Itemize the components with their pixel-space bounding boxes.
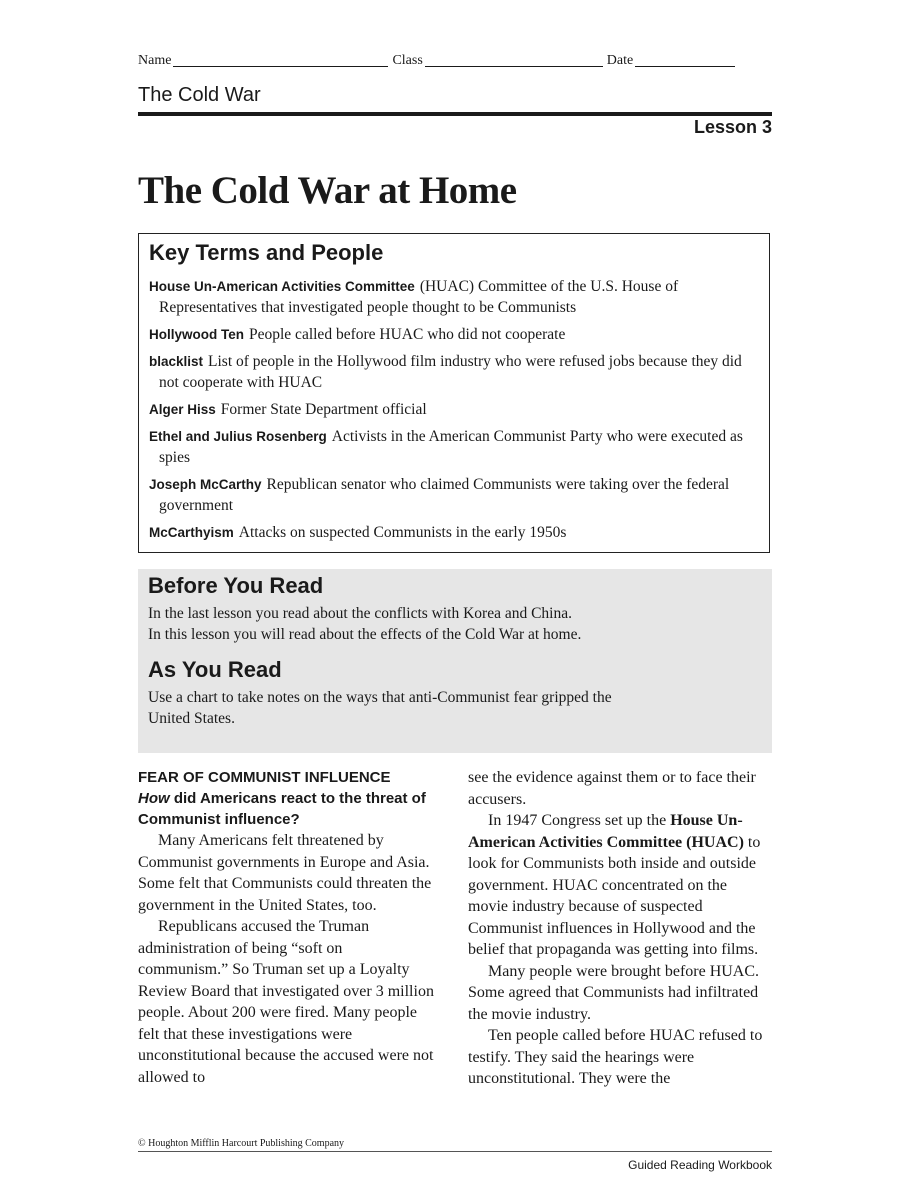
copyright: © Houghton Mifflin Harcourt Publishing Company bbox=[138, 1138, 345, 1149]
term-name: Ethel and Julius Rosenberg bbox=[149, 429, 327, 444]
paragraph: Many people were brought before HUAC. Some agreed that Communists had infiltrated the movie industry. bbox=[468, 962, 760, 1023]
before-you-read-heading: Before You Read bbox=[148, 573, 324, 598]
term-definition: Attacks on suspected Communists in the early 1950s bbox=[238, 524, 567, 541]
as-you-read-text: Use a chart to take notes on the ways that anti-Communist fear gripped the United States. bbox=[148, 689, 612, 727]
key-terms-box bbox=[138, 233, 770, 553]
reading-guide-box bbox=[138, 569, 772, 753]
key-terms-heading: Key Terms and People bbox=[149, 240, 384, 265]
header-rule bbox=[138, 112, 772, 116]
key-term bbox=[149, 399, 759, 420]
footer-rule bbox=[138, 1151, 772, 1152]
section-heading: FEAR OF COMMUNIST INFLUENCE bbox=[138, 769, 391, 786]
text-run: to look for Communists both inside and outside government. HUAC concentrated on the movie industry because of suspected Communist influences in Hollywood and the belief that propaganda was getting into films. bbox=[468, 833, 761, 958]
lesson-number: Lesson 3 bbox=[693, 117, 772, 137]
class-blank[interactable] bbox=[425, 52, 603, 67]
term-name: Alger Hiss bbox=[149, 402, 216, 417]
term-definition: Republican senator who claimed Communists were taking over the federal government bbox=[159, 476, 730, 514]
term-name: Hollywood Ten bbox=[149, 327, 244, 342]
date-blank[interactable] bbox=[635, 52, 735, 67]
paragraph: Republicans accused the Truman administration of being “soft on communism.” So Truman set up a Loyalty Review Board that investigated over 3 million people. About 200 were fired. Many people felt that these investigations were unconstitutional because the accused were not allowed to bbox=[138, 918, 434, 1086]
term-definition: People called before HUAC who did not cooperate bbox=[249, 326, 566, 343]
name-class-date-line bbox=[138, 52, 770, 69]
before-you-read-line: In the last lesson you read about the conflicts with Korea and China. bbox=[148, 605, 572, 622]
paragraph: Many Americans felt threatened by Communist governments in Europe and Asia. Some felt that Communists could threaten the government in the United States, too. bbox=[138, 832, 432, 914]
key-term bbox=[149, 522, 759, 543]
term-definition: Former State Department official bbox=[220, 401, 427, 418]
name-label: Name bbox=[138, 53, 172, 68]
term-name: House Un-American Activities Committee bbox=[149, 279, 415, 294]
question-rest: did Americans react to the threat of Communist influence? bbox=[138, 790, 426, 828]
term-definition: (HUAC) Committee of the U.S. House of Representatives that investigated people thought to be Communists bbox=[159, 278, 679, 316]
key-term bbox=[149, 351, 759, 393]
key-term bbox=[149, 276, 759, 318]
left-column bbox=[138, 767, 434, 1088]
before-you-read-line: In this lesson you will read about the effects of the Cold War at home. bbox=[148, 626, 582, 643]
term-name: McCarthyism bbox=[149, 525, 234, 540]
page-title: The Cold War at Home bbox=[138, 169, 517, 212]
term-name: blacklist bbox=[149, 354, 204, 369]
workbook-title: Guided Reading Workbook bbox=[628, 1158, 772, 1172]
key-term bbox=[149, 474, 759, 516]
name-blank[interactable] bbox=[173, 52, 388, 67]
date-label: Date bbox=[606, 53, 634, 68]
bold-term: House Un-American Activities Committee (HUAC) bbox=[468, 812, 744, 851]
text-run: In 1947 Congress set up the bbox=[488, 812, 671, 829]
question-word: How bbox=[138, 790, 170, 807]
term-definition: Activists in the American Communist Party who were executed as spies bbox=[159, 428, 743, 466]
key-term bbox=[149, 324, 759, 345]
class-label: Class bbox=[392, 53, 423, 68]
unit-title: The Cold War bbox=[138, 84, 261, 106]
term-name: Joseph McCarthy bbox=[149, 477, 262, 492]
paragraph bbox=[468, 810, 768, 961]
term-definition: List of people in the Hollywood film industry who were refused jobs because they did not cooperate with HUAC bbox=[159, 353, 742, 391]
paragraph: see the evidence against them or to face their accusers. bbox=[468, 769, 756, 808]
key-term bbox=[149, 426, 759, 468]
paragraph: Ten people called before HUAC refused to testify. They said the hearings were unconstitutional. They were the bbox=[468, 1027, 763, 1087]
right-column bbox=[468, 767, 768, 1090]
section-question bbox=[138, 788, 434, 830]
as-you-read-heading: As You Read bbox=[148, 657, 282, 682]
